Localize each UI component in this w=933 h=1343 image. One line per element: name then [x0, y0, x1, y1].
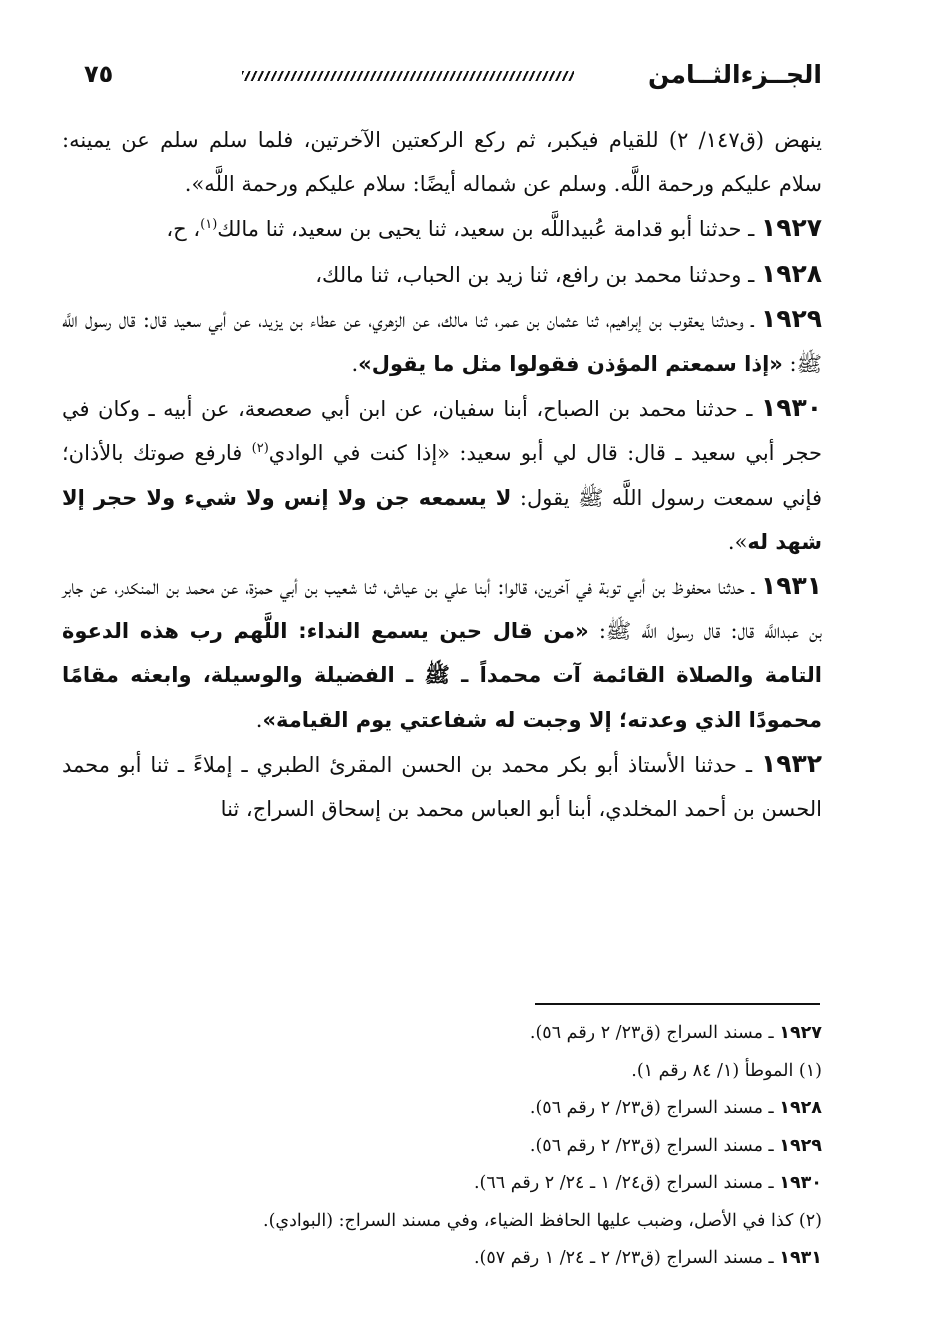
footnote-separator: [535, 1003, 820, 1005]
footnotes: [62, 1015, 822, 1278]
page-number: ٧٥: [84, 60, 114, 88]
isnad-text: ـ وحدثنا محمد بن رافع، ثنا زيد بن الحباب، ثنا مالك،: [315, 262, 755, 287]
isnad-text: ـ حدثنا أبو قدامة عُبيداللَّه بن سعيد، ثنا يحيى بن سعيد، ثنا مالك: [217, 217, 755, 242]
isnad-text: ـ حدثنا محمد بن الصباح، أبنا سفيان، عن ابن أبي صعصعة، عن أبيه ـ وكان في حجر أبي سعيد ـ قال: قال لي أبو سعيد: «إذا كنت في الوادي: [62, 397, 822, 466]
footnote-line: [62, 1165, 822, 1203]
footnote-line: [62, 1203, 822, 1241]
hadith-paragraph: [62, 252, 822, 297]
prophetic-text: لا يسمعه جن ولا إنس ولا شيء ولا حجر إلا شهد له: [62, 485, 822, 554]
hadith-number: ١٩٣٠: [760, 393, 822, 423]
isnad-text: ـ حدثنا الأستاذ أبو بكر محمد بن الحسن المقرئ الطبري ـ إملاءً ـ ثنا أبو محمد الحسن بن أحمد المخلدي، أبنا أبو العباس محمد بن إسحاق السراج، ثنا: [62, 752, 822, 822]
isnad-text: ، ح،: [166, 217, 201, 242]
hadith-number: ١٩٢٧: [760, 213, 822, 243]
footnote-text: ـ مسند السراج (ق٢٣/ ٢ رقم ٥٦).: [529, 1135, 774, 1156]
hadith-paragraph: [62, 206, 822, 251]
hadith-number: ١٩٢٨: [760, 258, 822, 288]
footnote-reference: (١): [200, 217, 218, 233]
hadith-paragraph: [62, 386, 822, 564]
isnad-text: ».: [727, 529, 748, 554]
main-text: [62, 118, 822, 831]
hadith-paragraph: [62, 564, 822, 742]
isnad-text: ـ حدثنا محفوظ بن أبي توبة في آخرين، قالوا: أبنا علي بن عياش، ثنا شعيب بن أبي حمزة، عن محمد بن المنكدر، عن جابر بن عبداللَّه قال: قال رسول اللَّه ﷺ:: [62, 575, 822, 644]
footnote-text: ـ مسند السراج (ق٢٣/ ٢ ـ ٢٤/ ١ رقم ٥٧).: [473, 1248, 774, 1268]
footnote-text: (١) الموطأ (١/ ٨٤ رقم ١).: [631, 1060, 822, 1081]
hadith-number: ١٩٣١: [760, 571, 822, 601]
footnote-text: (٢) كذا في الأصل، وضبب عليها الحافظ الضياء، وفي مسند السراج: (البوادي).: [263, 1210, 822, 1231]
prophetic-text: «من قال حين يسمع النداء: اللَّهم رب هذه الدعوة التامة والصلاة القائمة آت محمداً ـ ﷺ ـ الفضيلة والوسيلة، وابعثه مقامًا محمودًا الذي وعدته؛ إلا وجبت له شفاعتي يوم القيامة»: [62, 619, 822, 732]
isnad-text: .: [255, 707, 263, 732]
footnote-number: ١٩٢٨: [779, 1098, 822, 1118]
footnote-number: ١٩٢٧: [779, 1023, 822, 1043]
hadith-paragraph: [62, 118, 822, 206]
footnote-line: [62, 1090, 822, 1128]
footnote-number: ١٩٢٩: [779, 1135, 822, 1156]
footnote-text: ـ مسند السراج (ق٢٣/ ٢ رقم ٥٦).: [529, 1098, 774, 1118]
hadith-paragraph: [62, 297, 822, 386]
footnote-number: ١٩٣١: [779, 1248, 822, 1268]
isnad-text: فارفع صوتك بالأذان؛ فإني سمعت رسول اللَّه ﷺ يقول:: [62, 441, 822, 510]
footnote-number: ١٩٣٠: [779, 1173, 822, 1193]
header-rule: [242, 71, 574, 81]
isnad-text: ينهض (ق١٤٧/ ٢) للقيام فيكبر، ثم ركع الركعتين الآخرتين، فلما سلم سلم عن يمينه: سلام عليكم ورحمة اللَّه. وسلم عن شماله أيضًا: سلام عليكم ورحمة اللَّه».: [62, 128, 822, 197]
isnad-text: ـ وحدثنا يعقوب بن إبراهيم، ثنا عثمان بن عمر، ثنا مالك، عن الزهري، عن عطاء بن يزيد، عن أبي سعيد قال: قال رسول اللَّه ﷺ:: [62, 307, 822, 377]
running-title: الجــزءالثــامن: [647, 60, 822, 89]
footnote-text: ـ مسند السراج (ق٢٣/ ٢ رقم ٥٦).: [529, 1023, 774, 1043]
footnote-line: [62, 1240, 822, 1278]
page-header: [62, 58, 822, 98]
footnote-line: [62, 1053, 822, 1091]
footnote-line: [62, 1128, 822, 1166]
footnote-reference: (٢): [251, 441, 269, 457]
isnad-text: .: [351, 352, 359, 377]
footnote-text: ـ مسند السراج (ق٢٤/ ١ ـ ٢٤/ ٢ رقم ٦٦).: [473, 1173, 774, 1193]
footnote-line: [62, 1015, 822, 1053]
hadith-number: ١٩٢٩: [760, 303, 822, 333]
hadith-paragraph: [62, 742, 822, 831]
prophetic-text: «إذا سمعتم المؤذن فقولوا مثل ما يقول»: [358, 352, 783, 377]
hadith-number: ١٩٣٢: [760, 748, 822, 778]
